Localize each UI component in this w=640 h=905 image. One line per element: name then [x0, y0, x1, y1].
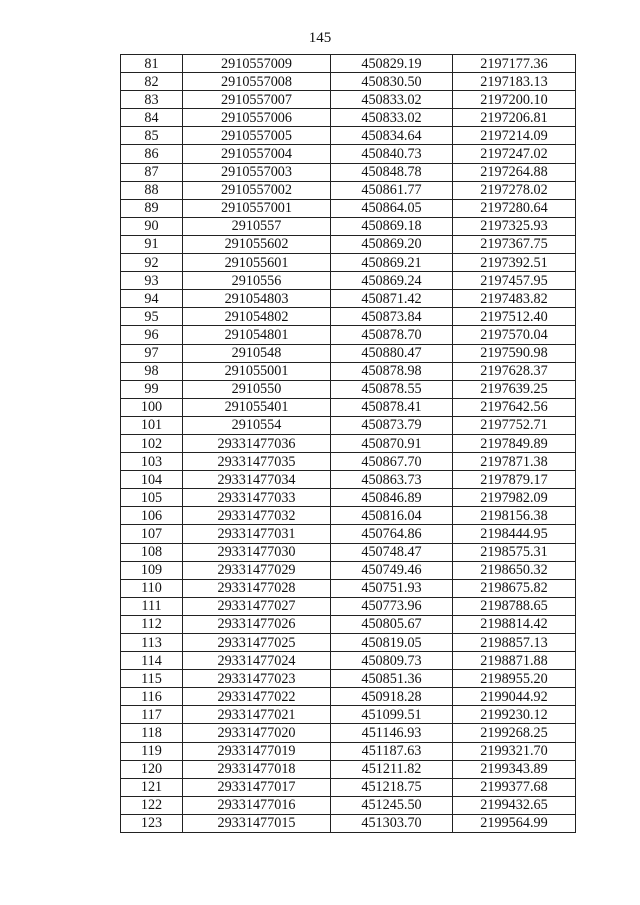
table-row	[121, 380, 576, 398]
table-row	[121, 525, 576, 543]
table-row	[121, 489, 576, 507]
table-row	[121, 109, 576, 127]
row-number-cell: 84	[121, 109, 183, 127]
y-coordinate-cell: 2197206.81	[453, 109, 576, 127]
table-row	[121, 706, 576, 724]
x-coordinate-cell: 450748.47	[331, 543, 453, 561]
table-row	[121, 254, 576, 272]
y-coordinate-cell: 2197628.37	[453, 362, 576, 380]
y-coordinate-cell: 2197642.56	[453, 398, 576, 416]
table-row	[121, 362, 576, 380]
x-coordinate-cell: 450848.78	[331, 163, 453, 181]
y-coordinate-cell: 2197367.75	[453, 235, 576, 253]
table-row	[121, 561, 576, 579]
point-id-cell: 29331477029	[183, 561, 331, 579]
x-coordinate-cell: 451187.63	[331, 742, 453, 760]
point-id-cell: 2910557002	[183, 181, 331, 199]
point-id-cell: 29331477022	[183, 688, 331, 706]
point-id-cell: 29331477025	[183, 634, 331, 652]
row-number-cell: 121	[121, 778, 183, 796]
row-number-cell: 86	[121, 145, 183, 163]
y-coordinate-cell: 2198857.13	[453, 634, 576, 652]
row-number-cell: 101	[121, 416, 183, 434]
table-row	[121, 326, 576, 344]
table-row	[121, 272, 576, 290]
row-number-cell: 92	[121, 254, 183, 272]
x-coordinate-cell: 451218.75	[331, 778, 453, 796]
point-id-cell: 29331477036	[183, 434, 331, 452]
y-coordinate-cell: 2198675.82	[453, 579, 576, 597]
table-row	[121, 181, 576, 199]
y-coordinate-cell: 2199230.12	[453, 706, 576, 724]
x-coordinate-cell: 450834.64	[331, 127, 453, 145]
x-coordinate-cell: 450861.77	[331, 181, 453, 199]
row-number-cell: 116	[121, 688, 183, 706]
y-coordinate-cell: 2197183.13	[453, 73, 576, 91]
table-row	[121, 688, 576, 706]
point-id-cell: 2910557008	[183, 73, 331, 91]
x-coordinate-cell: 450869.24	[331, 272, 453, 290]
x-coordinate-cell: 450878.70	[331, 326, 453, 344]
row-number-cell: 110	[121, 579, 183, 597]
table-row	[121, 615, 576, 633]
y-coordinate-cell: 2199321.70	[453, 742, 576, 760]
x-coordinate-cell: 451146.93	[331, 724, 453, 742]
y-coordinate-cell: 2197392.51	[453, 254, 576, 272]
x-coordinate-cell: 450833.02	[331, 109, 453, 127]
x-coordinate-cell: 450869.21	[331, 254, 453, 272]
row-number-cell: 83	[121, 91, 183, 109]
x-coordinate-cell: 450918.28	[331, 688, 453, 706]
x-coordinate-cell: 451245.50	[331, 796, 453, 814]
y-coordinate-cell: 2198444.95	[453, 525, 576, 543]
table-row	[121, 308, 576, 326]
row-number-cell: 104	[121, 471, 183, 489]
point-id-cell: 29331477024	[183, 652, 331, 670]
row-number-cell: 89	[121, 199, 183, 217]
table-row	[121, 507, 576, 525]
row-number-cell: 102	[121, 434, 183, 452]
y-coordinate-cell: 2199432.65	[453, 796, 576, 814]
point-id-cell: 2910557009	[183, 55, 331, 73]
point-id-cell: 2910548	[183, 344, 331, 362]
table-row	[121, 778, 576, 796]
point-id-cell: 291055602	[183, 235, 331, 253]
row-number-cell: 81	[121, 55, 183, 73]
point-id-cell: 2910557003	[183, 163, 331, 181]
point-id-cell: 29331477027	[183, 597, 331, 615]
table-row	[121, 597, 576, 615]
row-number-cell: 90	[121, 217, 183, 235]
point-id-cell: 29331477023	[183, 670, 331, 688]
x-coordinate-cell: 450863.73	[331, 471, 453, 489]
x-coordinate-cell: 450878.98	[331, 362, 453, 380]
table-row	[121, 471, 576, 489]
point-id-cell: 29331477021	[183, 706, 331, 724]
point-id-cell: 291054803	[183, 290, 331, 308]
point-id-cell: 29331477028	[183, 579, 331, 597]
row-number-cell: 95	[121, 308, 183, 326]
x-coordinate-cell: 450878.41	[331, 398, 453, 416]
x-coordinate-cell: 450819.05	[331, 634, 453, 652]
x-coordinate-cell: 450871.42	[331, 290, 453, 308]
y-coordinate-cell: 2198575.31	[453, 543, 576, 561]
y-coordinate-cell: 2197639.25	[453, 380, 576, 398]
x-coordinate-cell: 450869.20	[331, 235, 453, 253]
table-row	[121, 290, 576, 308]
point-id-cell: 291054801	[183, 326, 331, 344]
table-body	[121, 55, 576, 833]
point-id-cell: 291055401	[183, 398, 331, 416]
row-number-cell: 94	[121, 290, 183, 308]
table-row	[121, 145, 576, 163]
point-id-cell: 2910557005	[183, 127, 331, 145]
x-coordinate-cell: 450764.86	[331, 525, 453, 543]
row-number-cell: 122	[121, 796, 183, 814]
table-row	[121, 235, 576, 253]
point-id-cell: 29331477032	[183, 507, 331, 525]
table-row	[121, 416, 576, 434]
x-coordinate-cell: 450749.46	[331, 561, 453, 579]
coordinates-table	[120, 54, 576, 833]
y-coordinate-cell: 2197278.02	[453, 181, 576, 199]
y-coordinate-cell: 2197512.40	[453, 308, 576, 326]
table-row	[121, 73, 576, 91]
row-number-cell: 115	[121, 670, 183, 688]
row-number-cell: 87	[121, 163, 183, 181]
point-id-cell: 2910550	[183, 380, 331, 398]
y-coordinate-cell: 2198871.88	[453, 652, 576, 670]
x-coordinate-cell: 450864.05	[331, 199, 453, 217]
y-coordinate-cell: 2197590.98	[453, 344, 576, 362]
y-coordinate-cell: 2197457.95	[453, 272, 576, 290]
y-coordinate-cell: 2197570.04	[453, 326, 576, 344]
row-number-cell: 107	[121, 525, 183, 543]
table-row	[121, 163, 576, 181]
table-row	[121, 127, 576, 145]
x-coordinate-cell: 450873.79	[331, 416, 453, 434]
row-number-cell: 114	[121, 652, 183, 670]
x-coordinate-cell: 450816.04	[331, 507, 453, 525]
row-number-cell: 120	[121, 760, 183, 778]
y-coordinate-cell: 2199343.89	[453, 760, 576, 778]
x-coordinate-cell: 450809.73	[331, 652, 453, 670]
x-coordinate-cell: 451303.70	[331, 814, 453, 832]
x-coordinate-cell: 451211.82	[331, 760, 453, 778]
table-row	[121, 742, 576, 760]
point-id-cell: 29331477019	[183, 742, 331, 760]
row-number-cell: 123	[121, 814, 183, 832]
table-row	[121, 91, 576, 109]
table-row	[121, 724, 576, 742]
table-row	[121, 453, 576, 471]
row-number-cell: 105	[121, 489, 183, 507]
row-number-cell: 103	[121, 453, 183, 471]
x-coordinate-cell: 450751.93	[331, 579, 453, 597]
y-coordinate-cell: 2198156.38	[453, 507, 576, 525]
point-id-cell: 29331477026	[183, 615, 331, 633]
x-coordinate-cell: 451099.51	[331, 706, 453, 724]
table-row	[121, 760, 576, 778]
row-number-cell: 88	[121, 181, 183, 199]
point-id-cell: 29331477017	[183, 778, 331, 796]
row-number-cell: 85	[121, 127, 183, 145]
y-coordinate-cell: 2199268.25	[453, 724, 576, 742]
point-id-cell: 29331477015	[183, 814, 331, 832]
point-id-cell: 291054802	[183, 308, 331, 326]
y-coordinate-cell: 2197264.88	[453, 163, 576, 181]
point-id-cell: 291055601	[183, 254, 331, 272]
row-number-cell: 82	[121, 73, 183, 91]
table-row	[121, 796, 576, 814]
x-coordinate-cell: 450846.89	[331, 489, 453, 507]
x-coordinate-cell: 450870.91	[331, 434, 453, 452]
row-number-cell: 117	[121, 706, 183, 724]
row-number-cell: 111	[121, 597, 183, 615]
table-row	[121, 670, 576, 688]
x-coordinate-cell: 450773.96	[331, 597, 453, 615]
x-coordinate-cell: 450840.73	[331, 145, 453, 163]
y-coordinate-cell: 2198814.42	[453, 615, 576, 633]
y-coordinate-cell: 2197483.82	[453, 290, 576, 308]
point-id-cell: 29331477030	[183, 543, 331, 561]
y-coordinate-cell: 2197879.17	[453, 471, 576, 489]
row-number-cell: 91	[121, 235, 183, 253]
y-coordinate-cell: 2197200.10	[453, 91, 576, 109]
x-coordinate-cell: 450878.55	[331, 380, 453, 398]
row-number-cell: 113	[121, 634, 183, 652]
row-number-cell: 93	[121, 272, 183, 290]
x-coordinate-cell: 450805.67	[331, 615, 453, 633]
point-id-cell: 2910557001	[183, 199, 331, 217]
table-row	[121, 634, 576, 652]
y-coordinate-cell: 2197752.71	[453, 416, 576, 434]
row-number-cell: 109	[121, 561, 183, 579]
y-coordinate-cell: 2197325.93	[453, 217, 576, 235]
y-coordinate-cell: 2198788.65	[453, 597, 576, 615]
y-coordinate-cell: 2197280.64	[453, 199, 576, 217]
point-id-cell: 2910557	[183, 217, 331, 235]
row-number-cell: 100	[121, 398, 183, 416]
point-id-cell: 29331477035	[183, 453, 331, 471]
y-coordinate-cell: 2199044.92	[453, 688, 576, 706]
y-coordinate-cell: 2199564.99	[453, 814, 576, 832]
y-coordinate-cell: 2197982.09	[453, 489, 576, 507]
y-coordinate-cell: 2197849.89	[453, 434, 576, 452]
table-row	[121, 55, 576, 73]
row-number-cell: 99	[121, 380, 183, 398]
row-number-cell: 98	[121, 362, 183, 380]
x-coordinate-cell: 450833.02	[331, 91, 453, 109]
row-number-cell: 119	[121, 742, 183, 760]
y-coordinate-cell: 2199377.68	[453, 778, 576, 796]
table-row	[121, 579, 576, 597]
point-id-cell: 29331477034	[183, 471, 331, 489]
page-number: 145	[308, 30, 332, 46]
point-id-cell: 29331477016	[183, 796, 331, 814]
point-id-cell: 2910557007	[183, 91, 331, 109]
table-row	[121, 434, 576, 452]
x-coordinate-cell: 450851.36	[331, 670, 453, 688]
row-number-cell: 118	[121, 724, 183, 742]
x-coordinate-cell: 450830.50	[331, 73, 453, 91]
row-number-cell: 97	[121, 344, 183, 362]
y-coordinate-cell: 2198955.20	[453, 670, 576, 688]
row-number-cell: 108	[121, 543, 183, 561]
point-id-cell: 291055001	[183, 362, 331, 380]
y-coordinate-cell: 2197214.09	[453, 127, 576, 145]
table-row	[121, 814, 576, 832]
x-coordinate-cell: 450869.18	[331, 217, 453, 235]
y-coordinate-cell: 2197871.38	[453, 453, 576, 471]
point-id-cell: 2910556	[183, 272, 331, 290]
point-id-cell: 2910557006	[183, 109, 331, 127]
point-id-cell: 2910557004	[183, 145, 331, 163]
row-number-cell: 96	[121, 326, 183, 344]
table-row	[121, 543, 576, 561]
table-row	[121, 398, 576, 416]
x-coordinate-cell: 450829.19	[331, 55, 453, 73]
table-row	[121, 217, 576, 235]
table-row	[121, 344, 576, 362]
point-id-cell: 29331477020	[183, 724, 331, 742]
point-id-cell: 2910554	[183, 416, 331, 434]
x-coordinate-cell: 450880.47	[331, 344, 453, 362]
y-coordinate-cell: 2197177.36	[453, 55, 576, 73]
x-coordinate-cell: 450873.84	[331, 308, 453, 326]
row-number-cell: 106	[121, 507, 183, 525]
y-coordinate-cell: 2198650.32	[453, 561, 576, 579]
x-coordinate-cell: 450867.70	[331, 453, 453, 471]
table-row	[121, 199, 576, 217]
point-id-cell: 29331477033	[183, 489, 331, 507]
y-coordinate-cell: 2197247.02	[453, 145, 576, 163]
row-number-cell: 112	[121, 615, 183, 633]
point-id-cell: 29331477031	[183, 525, 331, 543]
table-row	[121, 652, 576, 670]
point-id-cell: 29331477018	[183, 760, 331, 778]
